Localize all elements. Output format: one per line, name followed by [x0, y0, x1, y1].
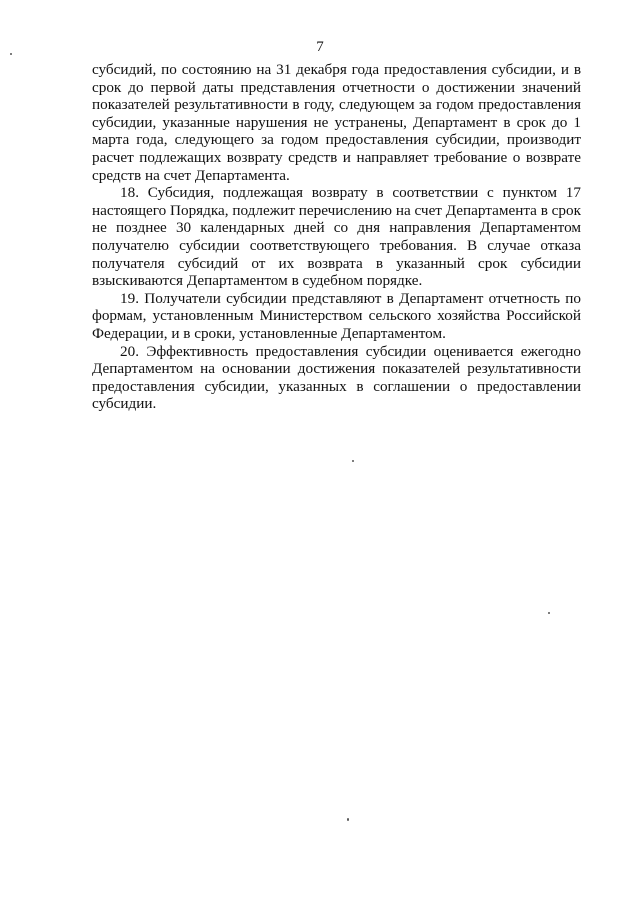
scan-speck [10, 53, 12, 55]
document-body [92, 61, 581, 413]
scan-speck [352, 460, 354, 462]
page-number: 7 [316, 39, 324, 55]
paragraph-18: 18. Субсидия, подлежащая возврату в соответствии с пунктом 17 настоящего Порядка, подлежит перечислению на счет Департамента в срок не позднее 30 календарных дней со дня направления Департаментом получателю субсидии соответствующего требования. В случае отказа получателя субсидий от их возврата в указанный срок субсидии взыскиваются Департаментом в судебном порядке. [92, 184, 581, 290]
paragraph-19: 19. Получатели субсидии представляют в Департамент отчетность по формам, установленным Министерством сельского хозяйства Российской Федерации, и в сроки, установленные Департаментом. [92, 289, 581, 342]
scan-speck [548, 612, 550, 614]
scan-speck [347, 818, 349, 821]
paragraph-20: 20. Эффективность предоставления субсидии оценивается ежегодно Департаментом на основании достижения показателей результативности предоставления субсидии, указанных в соглашении о предоставлении субсидии. [92, 342, 581, 413]
paragraph-17-continuation: субсидий, по состоянию на 31 декабря года предоставления субсидии, и в срок до первой даты представления отчетности о достижении значений показателей результативности в году, следующем за годом предоставления субсидии, указанные нарушения не устранены, Департамент в срок до 1 марта года, следующего за годом предоставления субсидии, производит расчет подлежащих возврату средств и направляет требование о возврате средств на счет Департамента. [92, 61, 581, 184]
